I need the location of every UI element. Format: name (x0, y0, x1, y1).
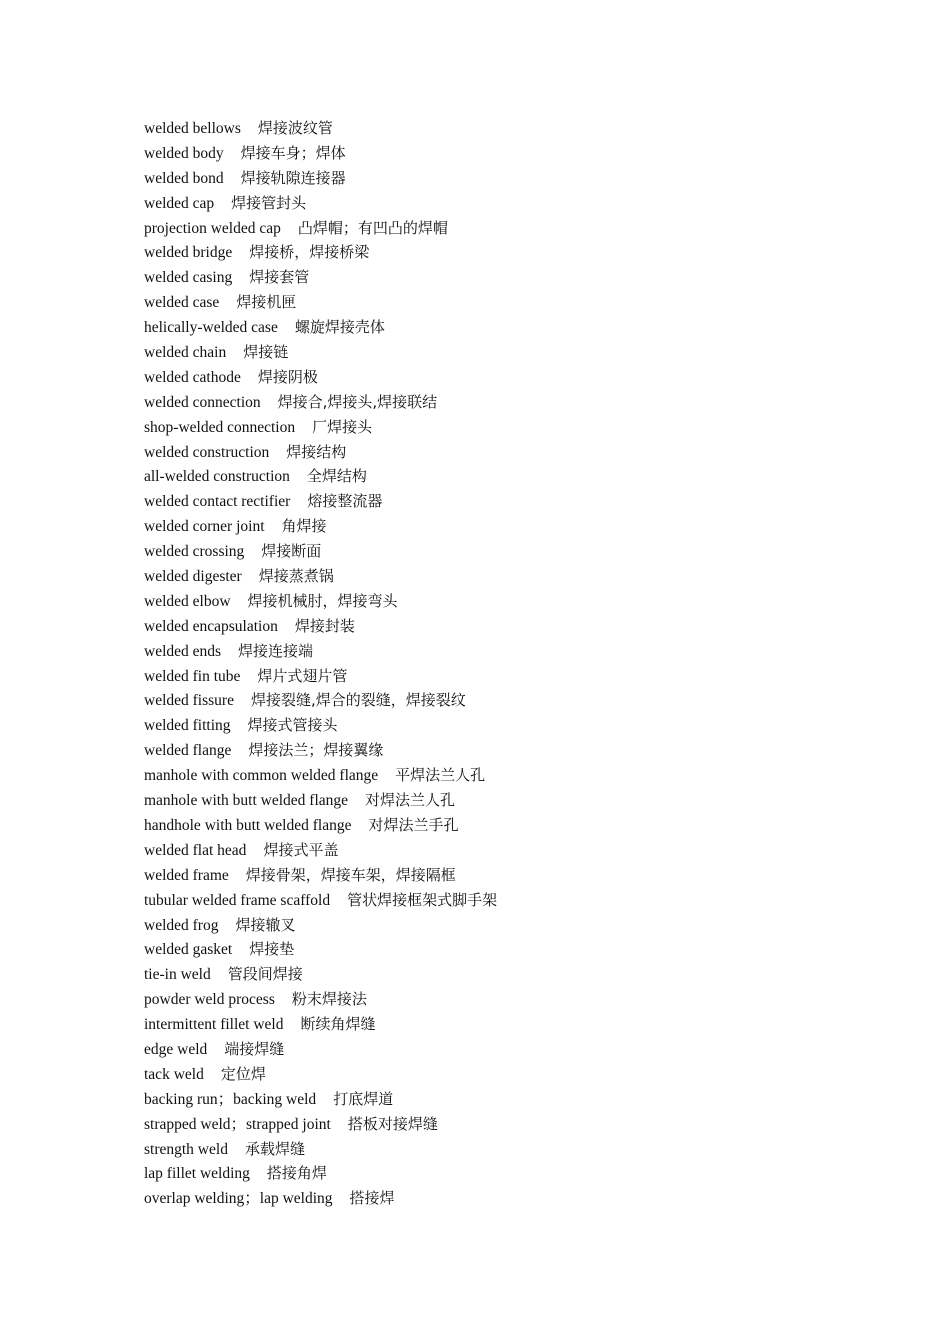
english-term: welded encapsulation (144, 617, 278, 635)
chinese-translation: 焊接结构 (286, 442, 347, 461)
english-term: manhole with common welded flange (144, 767, 379, 785)
glossary-entry (144, 1161, 864, 1186)
glossary-entry (144, 564, 864, 589)
glossary-entry (144, 888, 864, 913)
glossary-entry (144, 1062, 864, 1087)
chinese-translation: 焊接套管 (249, 268, 310, 287)
glossary-entry (144, 1137, 864, 1162)
chinese-translation: 焊接蒸煮锅 (258, 567, 334, 586)
english-term: edge weld (144, 1040, 208, 1058)
glossary-entry (144, 1087, 864, 1112)
chinese-translation: 焊接法兰；焊接翼缘 (248, 741, 384, 760)
glossary-entry (144, 340, 864, 365)
english-term: welded case (144, 294, 220, 312)
chinese-translation: 焊接链 (243, 343, 289, 362)
english-term: welded crossing (144, 543, 245, 561)
english-term: backing run；backing weld (144, 1090, 317, 1108)
chinese-translation: 平焊法兰人孔 (395, 766, 486, 785)
english-term: tie-in weld (144, 966, 211, 984)
glossary-entry (144, 116, 864, 141)
chinese-translation: 焊接机匣 (236, 293, 297, 312)
glossary-entry (144, 440, 864, 465)
chinese-translation: 对焊法兰手孔 (368, 815, 459, 834)
chinese-translation: 搭接焊 (349, 1189, 395, 1208)
glossary-entry (144, 166, 864, 191)
chinese-translation: 承载焊缝 (244, 1139, 305, 1158)
glossary-entry (144, 913, 864, 938)
glossary-entry (144, 763, 864, 788)
glossary-entry (144, 514, 864, 539)
chinese-translation: 焊接断面 (261, 542, 322, 561)
chinese-translation: 熔接整流器 (307, 492, 383, 511)
english-term: welded flange (144, 742, 232, 760)
glossary-entry (144, 813, 864, 838)
chinese-translation: 对焊法兰人孔 (365, 791, 456, 810)
glossary-list (144, 116, 864, 1211)
glossary-entry (144, 863, 864, 888)
chinese-translation: 焊接垫 (249, 940, 295, 959)
glossary-entry (144, 1186, 864, 1211)
glossary-entry (144, 788, 864, 813)
glossary-entry (144, 216, 864, 241)
english-term: welded fin tube (144, 667, 241, 685)
chinese-translation: 全焊结构 (306, 467, 367, 486)
english-term: handhole with butt welded flange (144, 816, 352, 834)
glossary-entry (144, 390, 864, 415)
chinese-translation: 焊接桥，焊接桥梁 (249, 243, 370, 262)
english-term: welded bond (144, 169, 224, 187)
glossary-entry (144, 937, 864, 962)
english-term: welded elbow (144, 592, 231, 610)
chinese-translation: 端接焊缝 (224, 1039, 285, 1058)
glossary-entry (144, 315, 864, 340)
english-term: welded connection (144, 393, 261, 411)
glossary-entry (144, 464, 864, 489)
english-term: welded fitting (144, 717, 231, 735)
english-term: welded construction (144, 443, 270, 461)
english-term: intermittent fillet weld (144, 1016, 284, 1034)
english-term: welded body (144, 144, 224, 162)
glossary-entry (144, 265, 864, 290)
chinese-translation: 管状焊接框架式脚手架 (347, 890, 498, 909)
glossary-entry (144, 639, 864, 664)
chinese-translation: 焊接式平盖 (263, 840, 339, 859)
chinese-translation: 焊接裂缝,焊合的裂缝，焊接裂纹 (250, 691, 466, 710)
english-term: tubular welded frame scaffold (144, 891, 331, 909)
chinese-translation: 焊接合,焊接头,焊接联结 (277, 392, 438, 411)
glossary-entry (144, 539, 864, 564)
english-term: welded bellows (144, 120, 241, 137)
chinese-translation: 搭接角焊 (266, 1164, 327, 1183)
english-term: strapped weld；strapped joint (144, 1115, 331, 1133)
english-term: tack weld (144, 1065, 204, 1083)
chinese-translation: 焊接机械肘，焊接弯头 (247, 591, 398, 610)
english-term: welded cap (144, 194, 215, 212)
english-term: welded casing (144, 269, 233, 287)
english-term: welded bridge (144, 244, 233, 262)
glossary-entry (144, 962, 864, 987)
chinese-translation: 焊接连接端 (238, 641, 314, 660)
chinese-translation: 打底焊道 (333, 1089, 394, 1108)
english-term: welded digester (144, 568, 242, 586)
chinese-translation: 厂焊接头 (312, 417, 373, 436)
english-term: welded chain (144, 344, 227, 362)
chinese-translation: 定位焊 (220, 1064, 266, 1083)
english-term: overlap welding；lap welding (144, 1190, 333, 1208)
chinese-translation: 粉末焊接法 (291, 990, 367, 1009)
glossary-entry (144, 365, 864, 390)
english-term: powder weld process (144, 991, 275, 1009)
english-term: all-welded construction (144, 468, 290, 486)
glossary-entry (144, 664, 864, 689)
glossary-entry (144, 614, 864, 639)
chinese-translation: 焊接轨隙连接器 (240, 168, 346, 187)
glossary-entry (144, 240, 864, 265)
chinese-translation: 焊接骨架，焊接车架，焊接隔框 (245, 865, 456, 884)
chinese-translation: 角焊接 (281, 517, 327, 536)
chinese-translation: 焊接封装 (294, 616, 355, 635)
glossary-entry (144, 415, 864, 440)
english-term: lap fillet welding (144, 1165, 250, 1183)
chinese-translation: 螺旋焊接壳体 (294, 318, 385, 337)
glossary-entry (144, 738, 864, 763)
english-term: welded cathode (144, 368, 241, 386)
glossary-entry (144, 1012, 864, 1037)
english-term: welded ends (144, 642, 222, 660)
glossary-entry (144, 589, 864, 614)
chinese-translation: 焊片式翅片管 (257, 666, 348, 685)
chinese-translation: 焊接辙叉 (235, 915, 296, 934)
english-term: welded flat head (144, 841, 247, 859)
chinese-translation: 焊接车身；焊体 (240, 143, 346, 162)
english-term: welded gasket (144, 941, 233, 959)
english-term: welded fissure (144, 692, 234, 710)
chinese-translation: 焊接阴极 (257, 367, 318, 386)
glossary-entry (144, 141, 864, 166)
glossary-entry (144, 838, 864, 863)
chinese-translation: 凸焊帽；有凹凸的焊帽 (297, 218, 448, 237)
chinese-translation: 焊接管封头 (231, 193, 307, 212)
glossary-entry (144, 713, 864, 738)
english-term: welded corner joint (144, 518, 265, 536)
chinese-translation: 断续角焊缝 (300, 1015, 376, 1034)
glossary-entry (144, 987, 864, 1012)
english-term: projection welded cap (144, 219, 281, 237)
chinese-translation: 管段间焊接 (227, 965, 303, 984)
chinese-translation: 搭板对接焊缝 (347, 1114, 438, 1133)
glossary-entry (144, 688, 864, 713)
glossary-entry (144, 1112, 864, 1137)
english-term: manhole with butt welded flange (144, 792, 349, 810)
english-term: shop-welded connection (144, 418, 296, 436)
glossary-entry (144, 489, 864, 514)
english-term: welded contact rectifier (144, 493, 291, 511)
glossary-entry (144, 191, 864, 216)
glossary-entry (144, 1037, 864, 1062)
chinese-translation: 焊接式管接头 (247, 716, 338, 735)
english-term: welded frame (144, 866, 229, 884)
english-term: helically-welded case (144, 319, 278, 337)
chinese-translation: 焊接波纹管 (257, 119, 333, 137)
english-term: welded frog (144, 916, 219, 934)
english-term: strength weld (144, 1140, 228, 1158)
glossary-entry (144, 290, 864, 315)
